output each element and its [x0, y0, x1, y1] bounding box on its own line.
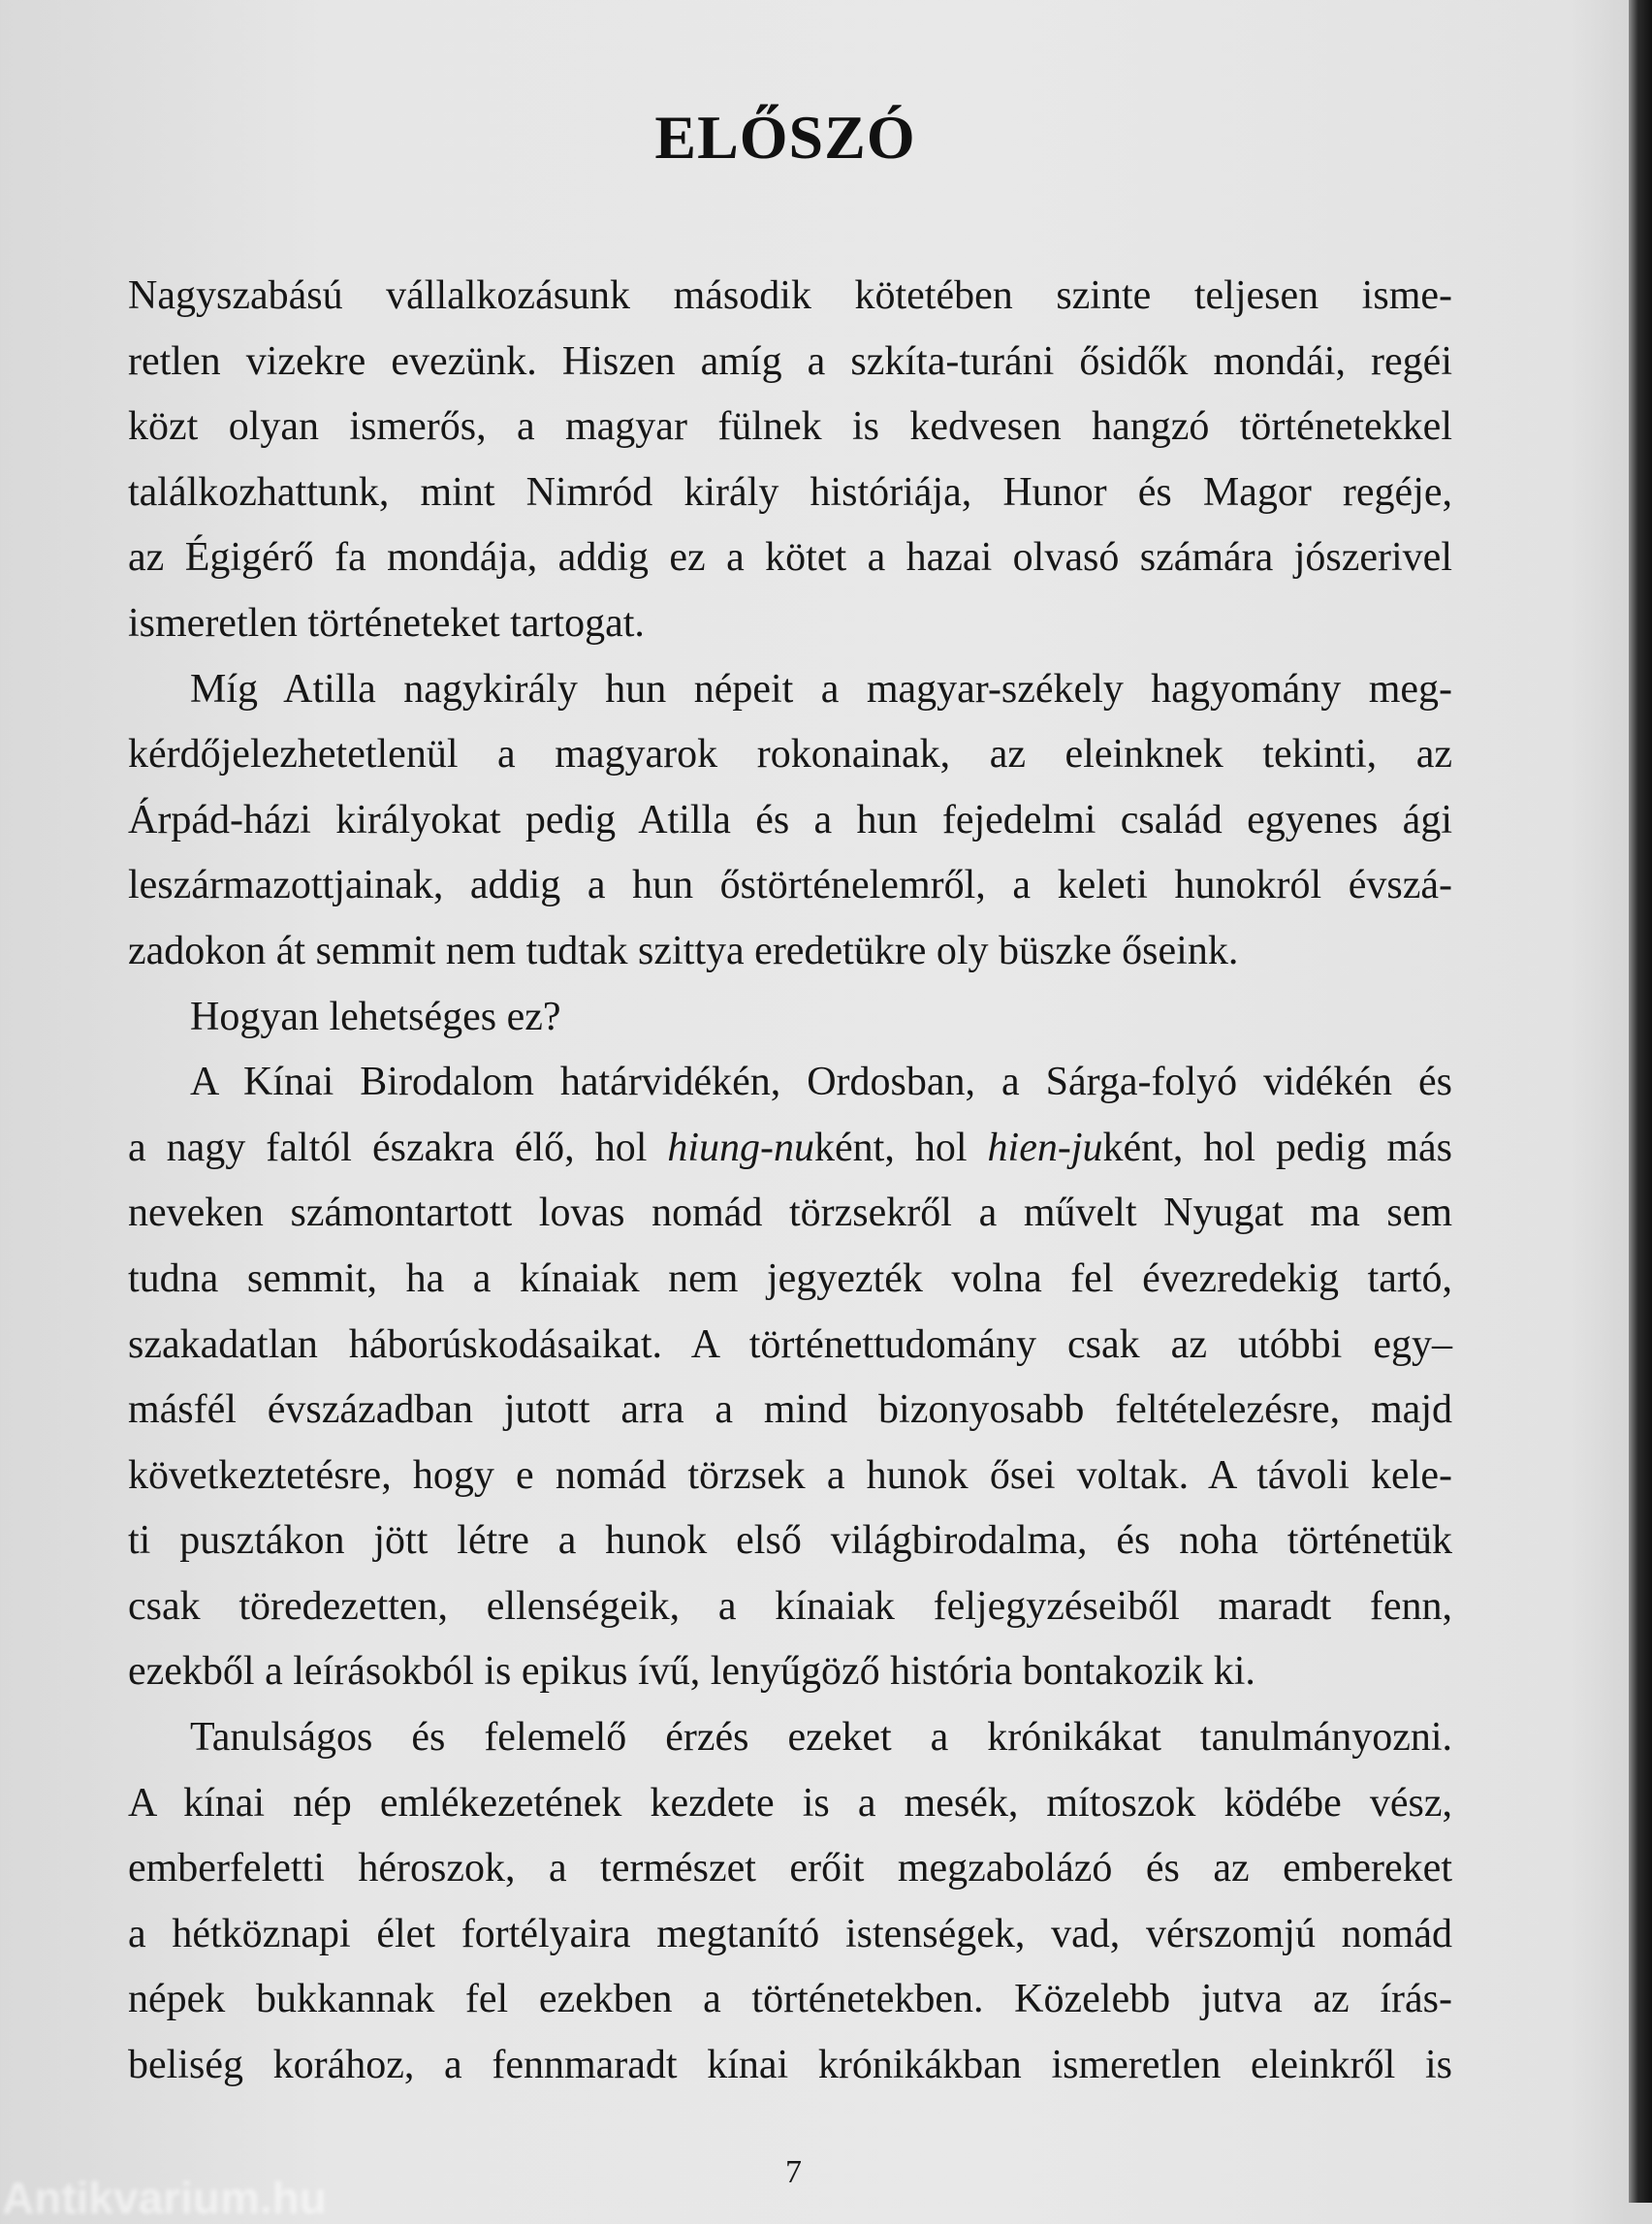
- text-line: [128, 657, 1452, 723]
- text-line: [128, 1116, 1452, 1182]
- text-line: [128, 853, 1452, 919]
- text-line: [128, 1574, 1452, 1640]
- watermark: Antikvarium.hu: [2, 2173, 327, 2223]
- page-number: 7: [785, 2154, 802, 2190]
- text-segment: emberfeletti héroszok, a természet erőit megzabolázó és az embereket: [128, 1846, 1452, 1891]
- text-segment: csak töredezetten, ellenségeik, a kínaiak feljegyzéseiből maradt fenn,: [128, 1583, 1452, 1629]
- text-segment: Míg Atilla nagykirály hun népeit a magyar-székely hagyomány meg-: [190, 666, 1452, 712]
- text-segment: Árpád-házi királyokat pedig Atilla és a hun fejedelmi család egyenes ági: [128, 797, 1452, 842]
- text-line: [128, 1509, 1452, 1574]
- text-segment: ként, hol pedig más: [1102, 1125, 1452, 1170]
- text-line: [128, 919, 1452, 985]
- text-line: [128, 1771, 1452, 1837]
- text-segment: leszármazottjainak, addig a hun őstörténelemről, a keleti hunokról évszá-: [128, 863, 1452, 908]
- text-segment: neveken számontartott lovas nomád törzsekről a művelt Nyugat ma sem: [128, 1191, 1452, 1236]
- text-line: [128, 722, 1452, 788]
- text-line: [128, 1444, 1452, 1509]
- book-edge: [1629, 0, 1652, 2203]
- text-segment: szakadatlan háborúskodásaikat. A történettudomány csak az utóbbi egy–: [128, 1321, 1452, 1367]
- text-line: [128, 1313, 1452, 1379]
- text-segment: A Kínai Birodalom határvidékén, Ordosban, a Sárga-folyó vidékén és: [190, 1060, 1452, 1105]
- text-segment: ként, hol: [814, 1125, 988, 1170]
- text-segment: A kínai nép emlékezetének kezdete is a mesék, mítoszok ködébe vész,: [128, 1780, 1452, 1826]
- italic-term: hien-ju: [987, 1125, 1103, 1170]
- text-segment: a nagy faltól északra élő, hol: [128, 1125, 668, 1170]
- paragraph: [128, 264, 1452, 657]
- text-line: [128, 1378, 1452, 1444]
- text-segment: tudna semmit, ha a kínaiak nem jegyezték volna fel évezredekig tartó,: [128, 1255, 1452, 1301]
- text-segment: népek bukkannak fel ezekben a történetekben. Közelebb jutva az írás-: [128, 1977, 1452, 2022]
- page-title: ELŐSZÓ: [654, 102, 916, 172]
- text-line: [128, 2033, 1452, 2099]
- text-line: [128, 788, 1452, 854]
- text-line: [128, 1181, 1452, 1247]
- paragraph: [128, 657, 1452, 985]
- text-line: [128, 1967, 1452, 2033]
- italic-term: hiung-nu: [667, 1125, 815, 1170]
- text-segment: az Égigérő fa mondája, addig ez a kötet a hazai olvasó számára jószerivel: [128, 535, 1452, 581]
- text-segment: másfél évszázadban jutott arra a mind bizonyosabb feltételezésre, majd: [128, 1387, 1452, 1433]
- text-line: [128, 1639, 1452, 1705]
- text-segment: találkozhattunk, mint Nimród király históriája, Hunor és Magor regéje,: [128, 469, 1452, 515]
- text-line: [128, 1705, 1452, 1771]
- text-line: [128, 330, 1452, 396]
- text-line: [128, 525, 1452, 591]
- text-line: [128, 985, 1452, 1051]
- paragraph: [128, 985, 1452, 1051]
- text-line: [128, 461, 1452, 526]
- text-segment: ezekből a leírásokból is epikus ívű, lenyűgöző história bontakozik ki.: [128, 1649, 1255, 1695]
- text-line: [128, 395, 1452, 461]
- text-segment: közt olyan ismerős, a magyar fülnek is kedvesen hangzó történetekkel: [128, 404, 1452, 450]
- text-segment: következtetésre, hogy e nomád törzsek a hunok ősei voltak. A távoli kele-: [128, 1452, 1452, 1498]
- text-segment: beliség korához, a fennmaradt kínai krónikákban ismeretlen eleinkről is: [128, 2043, 1452, 2088]
- text-segment: ti pusztákon jött létre a hunok első világbirodalma, és noha történetük: [128, 1518, 1452, 1564]
- paragraph: [128, 1050, 1452, 1705]
- text-line: [128, 1247, 1452, 1313]
- text-segment: kérdőjelezhetetlenül a magyarok rokonainak, az eleinknek tekinti, az: [128, 732, 1452, 778]
- paragraph: [128, 1705, 1452, 2099]
- text-line: [128, 1902, 1452, 1968]
- text-line: [128, 1836, 1452, 1902]
- body-text: [128, 264, 1452, 2099]
- text-segment: Nagyszabású vállalkozásunk második kötetében szinte teljesen isme-: [128, 273, 1452, 318]
- text-segment: zadokon át semmit nem tudtak szittya eredetükre oly büszke őseink.: [128, 928, 1239, 973]
- text-segment: a hétköznapi élet fortélyaira megtanító istenségek, vad, vérszomjú nomád: [128, 1911, 1452, 1956]
- text-line: [128, 264, 1452, 330]
- text-segment: Tanulságos és felemelő érzés ezeket a krónikákat tanulmányozni.: [190, 1715, 1452, 1761]
- text-line: [128, 1050, 1452, 1116]
- text-segment: ismeretlen történeteket tartogat.: [128, 600, 645, 646]
- text-segment: retlen vizekre evezünk. Hiszen amíg a szkíta-turáni ősidők mondái, regéi: [128, 338, 1452, 384]
- text-line: [128, 591, 1452, 657]
- text-segment: Hogyan lehetséges ez?: [190, 994, 561, 1039]
